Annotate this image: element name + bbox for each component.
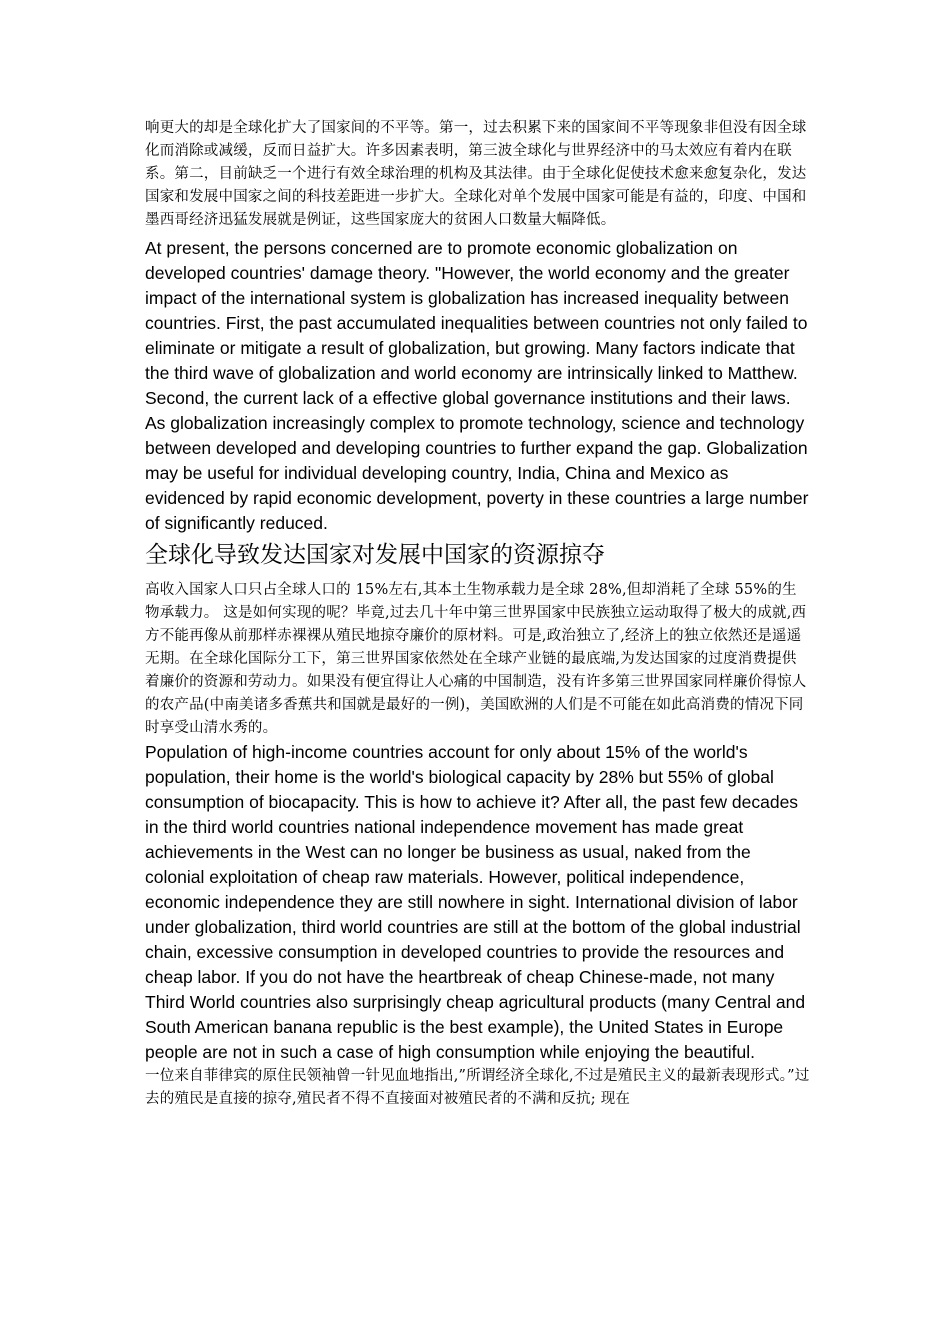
paragraph-1-chinese: 响更大的却是全球化扩大了国家间的不平等。第一，过去积累下来的国家间不平等现象非但没有因全球化而消除或减缓，反而日益扩大。许多因素表明，第三波全球化与世界经济中的马太效应有着内在联系。第二，目前缺乏一个进行有效全球治理的机构及其法律。由于全球化促使技术愈来愈复杂化，发达国家和发展中国家之间的科技差距进一步扩大。全球化对单个发展中国家可能是有益的，印度、中国和墨西哥经济迅猛发展就是例证，这些国家庞大的贫困人口数量大幅降低。 bbox=[145, 120, 807, 228]
section-heading: 全球化导致发达国家对发展中国家的资源掠夺 bbox=[145, 542, 605, 568]
paragraph-1-english: At present, the persons concerned are to promote economic globalization on developed countries' damage theory. "However, the world economy and the greater impact of the international system is globalization has increased inequality between countries. First, the past accumulated inequalities between countries not only failed to eliminate or mitigate a result of globalization, but growing. Many factors indicate that the third wave of globalization and world economy are intrinsically linked to Matthew. Second, the current lack of a effective global governance institutions and their laws. As globalization increasingly complex to promote technology, science and technology between developed and developing countries to further expand the gap. Globalization may be useful for individual developing country, India, China and Mexico as evidenced by rapid economic development, poverty in these countries a large number of significantly reduced. bbox=[145, 238, 809, 533]
paragraph-3-chinese: 一位来自菲律宾的原住民领袖曾一针见血地指出,”所谓经济全球化,不过是殖民主义的最新表现形式。”过去的殖民是直接的掠夺,殖民者不得不直接面对被殖民者的不满和反抗; 现在 bbox=[145, 1068, 810, 1107]
document-body bbox=[145, 117, 810, 1111]
paragraph-2-chinese: 高收入国家人口只占全球人口的 15%左右,其本土生物承载力是全球 28%,但却消耗了全球 55%的生物承载力。 这是如何实现的呢？毕竟,过去几十年中第三世界国家中民族独立运动取得了极大的成就,西方不能再像从前那样赤裸裸从殖民地掠夺廉价的原材料。可是,政治独立了,经济上的独立依然还是遥遥无期。在全球化国际分工下，第三世界国家依然处在全球产业链的最底端,为发达国家的过度消费提供着廉价的资源和劳动力。如果没有便宜得让人心痛的中国制造，没有许多第三世界国家同样廉价得惊人的农产品(中南美诸多香蕉共和国就是最好的一例)，美国欧洲的人们是不可能在如此高消费的情况下同时享受山清水秀的。 bbox=[145, 582, 807, 736]
paragraph-2-english: Population of high-income countries account for only about 15% of the world's population, their home is the world's biological capacity by 28% but 55% of global consumption of biocapacity. This is how to achieve it? After all, the past few decades in the third world countries national independence movement has made great achievements in the West can no longer be business as usual, naked from the colonial exploitation of cheap raw materials. However, political independence, economic independence they are still nowhere in sight. International division of labor under globalization, third world countries are still at the bottom of the global industrial chain, excessive consumption in developed countries to provide the resources and cheap labor. If you do not have the heartbreak of cheap Chinese-made, not many Third World countries also surprisingly cheap agricultural products (many Central and South American banana republic is the best example), the United States in Europe people are not in such a case of high consumption while enjoying the beautiful. bbox=[145, 742, 806, 1062]
